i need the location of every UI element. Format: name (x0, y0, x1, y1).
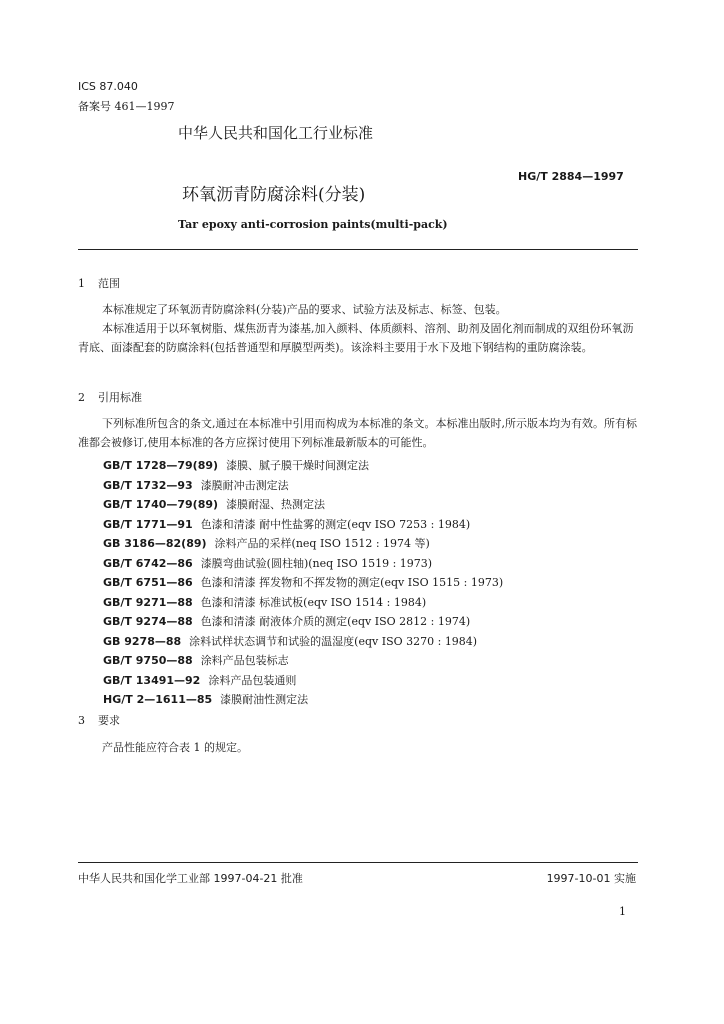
reference-title: 涂料产品的采样(neq ISO 1512 : 1974 等) (214, 537, 430, 550)
reference-list (103, 456, 503, 710)
implementation-date: 1997-10-01 实施 (546, 872, 636, 885)
english-title: Tar epoxy anti-corrosion paints(multi-pack) (178, 218, 448, 231)
section-heading-references (78, 389, 142, 405)
reference-code: GB/T 1732—93 (103, 478, 193, 492)
filing-number: 备案号 461—1997 (78, 100, 175, 113)
reference-title: 漆膜弯曲试验(圆柱轴)(neq ISO 1519 : 1973) (200, 556, 433, 570)
footer-divider (78, 862, 638, 863)
ics-code: ICS 87.040 (78, 80, 138, 93)
reference-item (103, 456, 503, 476)
reference-item (103, 690, 503, 710)
references-intro: 下列标准所包含的条文,通过在本标准中引用而构成为本标准的条文。本标准出版时,所示版本均为有效。所有标准都会被修订,使用本标准的各方应探讨使用下列标准最新版本的可能性。 (78, 417, 637, 449)
reference-code: GB/T 1771—91 (103, 517, 193, 531)
reference-item (103, 554, 503, 574)
reference-code: GB 3186—82(89) (103, 537, 207, 550)
reference-title: 涂料产品包装标志 (200, 654, 289, 667)
reference-title: 漆膜耐湿、热测定法 (226, 498, 326, 511)
section-number: 1 (78, 277, 85, 290)
scope-paragraph: 本标准规定了环氧沥青防腐涂料(分装)产品的要求、试验方法及标志、标签、包装。 (102, 303, 507, 316)
section-number: 3 (78, 714, 85, 727)
requirements-paragraph: 产品性能应符合表 1 的规定。 (102, 741, 248, 754)
section-title: 要求 (98, 714, 120, 727)
reference-code: GB/T 13491—92 (103, 673, 201, 687)
reference-item (103, 612, 503, 632)
reference-item (103, 671, 503, 691)
approval-line: 中华人民共和国化学工业部 1997-04-21 批准 (78, 872, 303, 885)
reference-code: HG/T 2—1611—85 (103, 693, 213, 706)
reference-item (103, 651, 503, 671)
reference-code: GB/T 9750—88 (103, 654, 193, 667)
reference-code: GB/T 1728—79(89) (103, 459, 219, 472)
scope-paragraph: 本标准适用于以环氧树脂、煤焦沥青为漆基,加入颜料、体质颜料、溶剂、助剂及固化剂而制成的双组份环氧沥青底、面漆配套的防腐涂料(包括普通型和厚膜型两类)。该涂料主要用于水下及地下钢结构的重防腐涂装。 (78, 322, 634, 354)
reference-code: GB/T 1740—79(89) (103, 498, 219, 511)
page-title: 环氧沥青防腐涂料(分装) (182, 185, 366, 205)
reference-title: 漆膜、腻子膜干燥时间测定法 (226, 459, 370, 472)
reference-title: 色漆和清漆 耐液体介质的测定(eqv ISO 2812 : 1974) (200, 615, 471, 628)
reference-item (103, 573, 503, 593)
reference-code: GB 9278—88 (103, 634, 182, 648)
reference-code: GB/T 6742—86 (103, 556, 193, 570)
section-heading-requirements (78, 712, 120, 728)
section-heading-scope (78, 275, 120, 291)
reference-item (103, 632, 503, 652)
reference-item (103, 476, 503, 496)
reference-item (103, 534, 503, 554)
reference-title: 色漆和清漆 耐中性盐雾的测定(eqv ISO 7253 : 1984) (200, 517, 471, 531)
reference-title: 涂料产品包装通则 (208, 673, 297, 687)
reference-item (103, 593, 503, 613)
reference-title: 色漆和清漆 标准试板(eqv ISO 1514 : 1984) (200, 595, 427, 609)
section-title: 引用标准 (98, 391, 142, 404)
reference-title: 色漆和清漆 挥发物和不挥发物的测定(eqv ISO 1515 : 1973) (200, 576, 504, 589)
section-number: 2 (78, 391, 85, 404)
reference-title: 漆膜耐冲击测定法 (200, 478, 289, 492)
reference-title: 漆膜耐油性测定法 (220, 693, 309, 706)
reference-title: 涂料试样状态调节和试验的温湿度(eqv ISO 3270 : 1984) (189, 634, 478, 648)
reference-item (103, 515, 503, 535)
page-number: 1 (619, 905, 626, 918)
section-title: 范围 (98, 277, 120, 290)
reference-code: GB/T 9274—88 (103, 615, 193, 628)
ministry-standard-label: 中华人民共和国化工行业标准 (178, 124, 374, 142)
reference-code: GB/T 6751—86 (103, 576, 193, 589)
standard-number: HG/T 2884—1997 (518, 170, 624, 183)
reference-item (103, 495, 503, 515)
header-divider (78, 249, 638, 250)
reference-code: GB/T 9271—88 (103, 595, 193, 609)
